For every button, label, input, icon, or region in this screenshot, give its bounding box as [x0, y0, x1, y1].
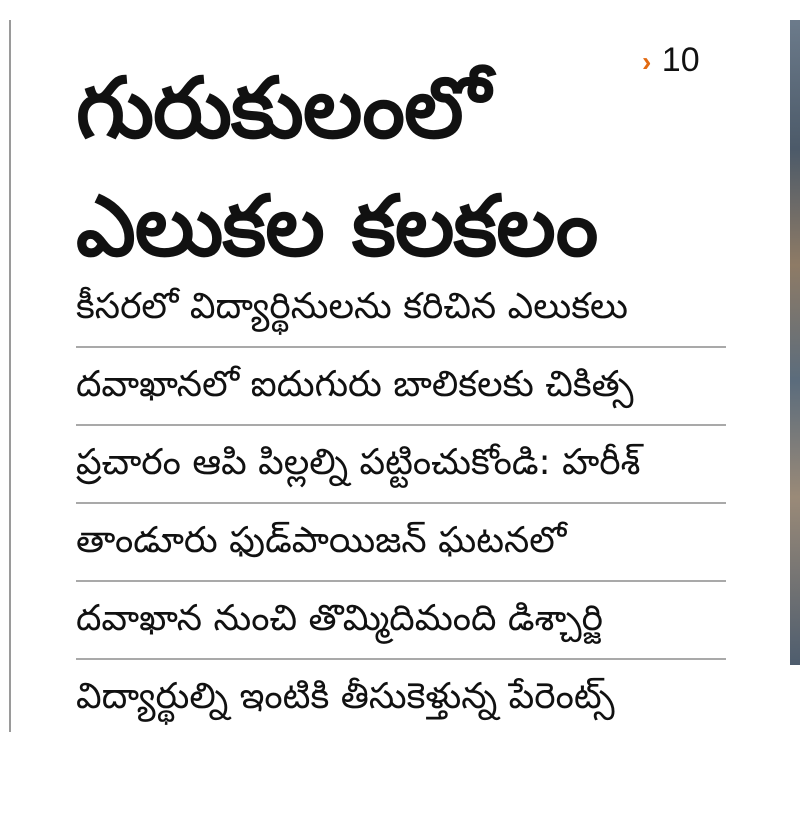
- summary-line-3: ప్రచారం ఆపి పిల్లల్ని పట్టించుకోండి: హరీశ్: [76, 426, 726, 504]
- column-divider: [9, 20, 11, 732]
- headline-line-1: గురుకులంలో: [76, 59, 490, 158]
- headline-line-2: ఎలుకల కలకలం: [76, 177, 598, 276]
- chevron-right-icon: ›: [642, 46, 652, 77]
- summary-line-2: దవాఖానలో ఐదుగురు బాలికలకు చికిత్స: [76, 348, 726, 426]
- summary-line-1: కీసరలో విద్యార్థినులను కరిచిన ఎలుకలు: [76, 270, 726, 348]
- summary-line-4: తాండూరు ఫుడ్‌పాయిజన్ ఘటనలో: [76, 504, 726, 582]
- headline: [76, 49, 716, 285]
- summary-line-5: దవాఖాన నుంచి తొమ్మిదిమంది డిశ్చార్జి: [76, 582, 726, 660]
- summary-list: [76, 270, 726, 738]
- page-number: 10: [661, 41, 700, 79]
- summary-line-6: విద్యార్థుల్ని ఇంటికి తీసుకెళ్తున్న పేరెంట్స్: [76, 676, 615, 717]
- page-reference: [642, 40, 700, 80]
- adjacent-photo-edge: [790, 20, 800, 665]
